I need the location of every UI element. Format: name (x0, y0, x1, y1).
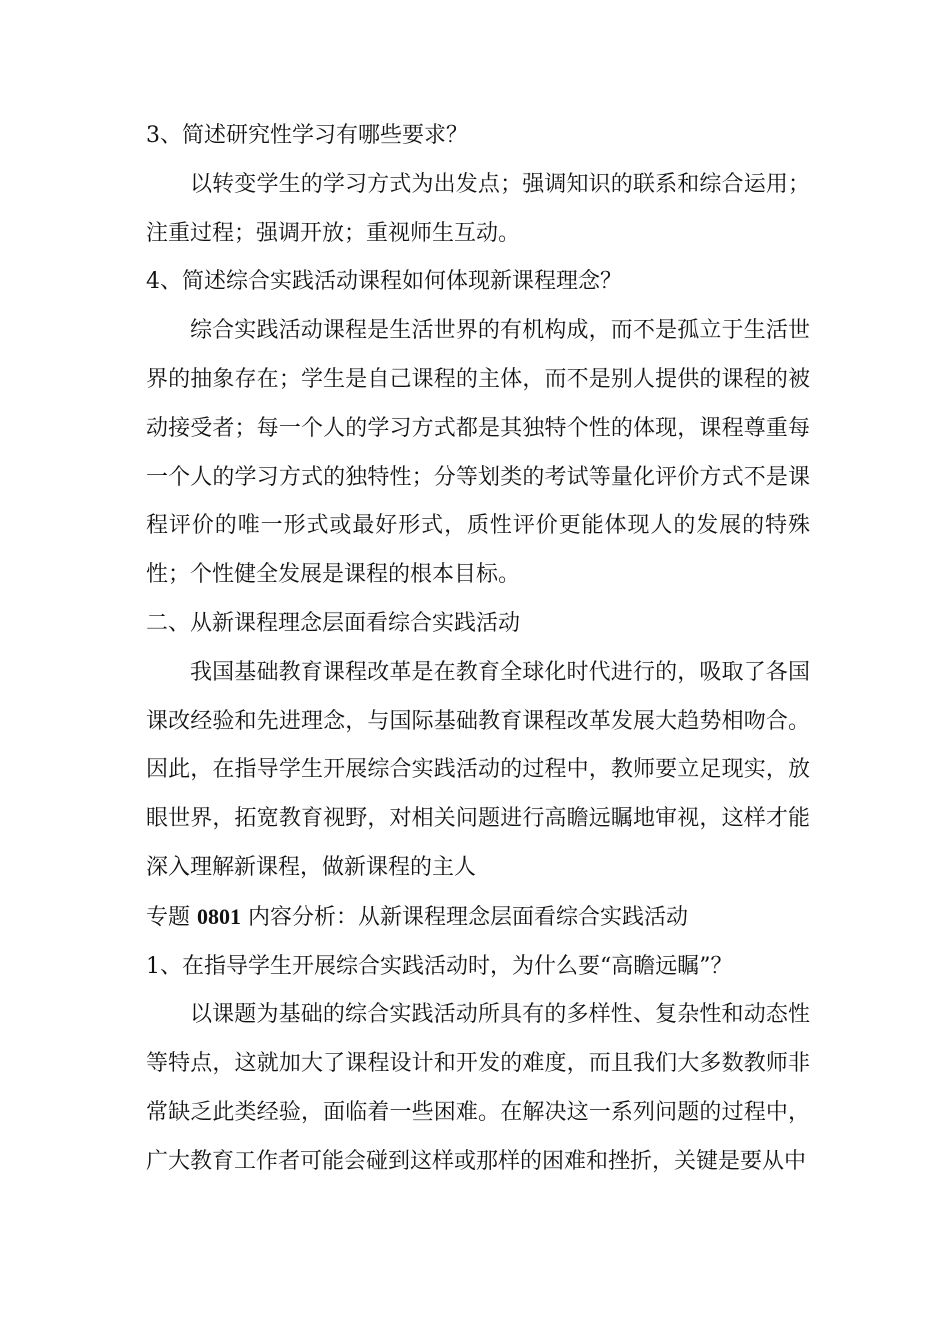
topic-suffix: 内容分析：从新课程理念层面看综合实践活动 (241, 904, 688, 930)
document-body (146, 112, 810, 1187)
section-2-heading: 二、从新课程理念层面看综合实践活动 (146, 610, 521, 636)
question-1-answer: 以课题为基础的综合实践活动所具有的多样性、复杂性和动态性等特点，这就加大了课程设计和开发的难度，而且我们大多数教师非常缺乏此类经验，面临着一些困难。在解决这一系列问题的过程中，广大教育工作者可能会碰到这样或那样的困难和挫折，关键是要从中 (146, 1002, 810, 1174)
question-3-answer: 以转变学生的学习方式为出发点；强调知识的联系和综合运用；注重过程；强调开放；重视师生互动。 (146, 171, 810, 246)
question-1-heading: 1、在指导学生开展综合实践活动时，为什么要“高瞻远瞩”？ (146, 953, 733, 979)
question-4-answer: 综合实践活动课程是生活世界的有机构成，而不是孤立于生活世界的抽象存在；学生是自己课程的主体，而不是别人提供的课程的被动接受者；每一个人的学习方式都是其独特个性的体现，课程尊重每一个人的学习方式的独特性；分等划类的考试等量化评价方式不是课程评价的唯一形式或最好形式，质性评价更能体现人的发展的特殊性；个性健全发展是课程的根本目标。 (146, 318, 810, 588)
section-2-body: 我国基础教育课程改革是在教育全球化时代进行的，吸取了各国课改经验和先进理念，与国际基础教育课程改革发展大趋势相吻合。因此，在指导学生开展综合实践活动的过程中，教师要立足现实，放眼世界，拓宽教育视野，对相关问题进行高瞻远瞩地审视，这样才能深入理解新课程，做新课程的主人 (146, 659, 810, 880)
question-4-heading: 4、简述综合实践活动课程如何体现新课程理念？ (146, 269, 622, 295)
topic-number: 0801 (197, 903, 241, 929)
question-3-heading: 3、简述研究性学习有哪些要求？ (146, 123, 468, 148)
topic-heading (146, 893, 810, 943)
topic-prefix: 专题 (146, 904, 197, 930)
